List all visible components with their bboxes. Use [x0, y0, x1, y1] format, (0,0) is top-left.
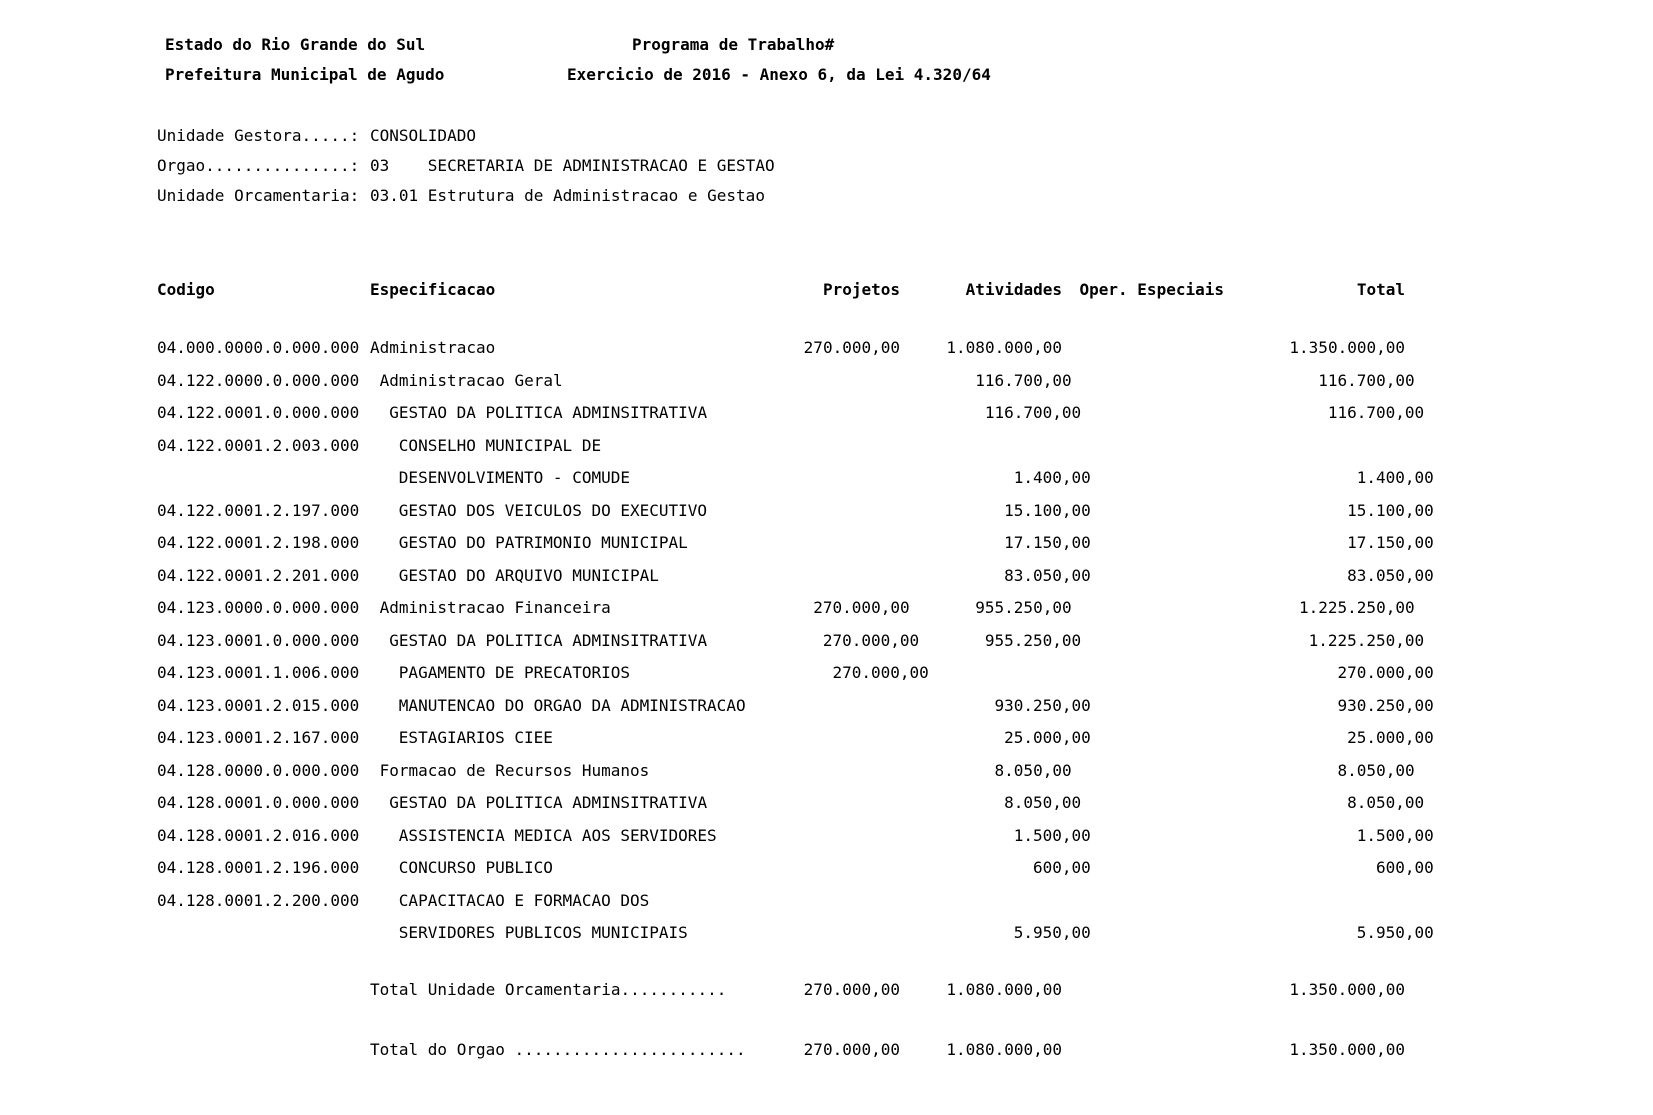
code-cell: 04.122.0000.0.000.000 — [157, 370, 360, 390]
code-cell: 04.128.0001.2.196.000 — [157, 858, 360, 878]
spec-cell: ESTAGIARIOS CIEE — [398, 728, 553, 748]
atividades-cell: 955.250,00 — [984, 630, 1082, 650]
spec-cell: Administracao — [370, 338, 496, 358]
atividades-cell: 17.150,00 — [1004, 533, 1091, 553]
atividades-cell: 1.400,00 — [1013, 468, 1091, 488]
atividades-cell: 1.080.000,00 — [946, 980, 1062, 999]
total-cell: 1.350.000,00 — [1289, 338, 1405, 358]
spec-cell: CONSELHO MUNICIPAL DE — [398, 435, 602, 455]
atividades-cell: 15.100,00 — [1004, 500, 1091, 520]
atividades-cell: 25.000,00 — [1004, 728, 1091, 748]
column-header-especificacao: Especificacao — [370, 280, 496, 299]
table-row — [157, 495, 1434, 528]
atividades-cell: 1.080.000,00 — [946, 1040, 1062, 1059]
spec-cell: CONCURSO PUBLICO — [398, 858, 553, 878]
spec-cell: CAPACITACAO E FORMACAO DOS — [398, 890, 650, 910]
spec-cell: SERVIDORES PUBLICOS MUNICIPAIS — [398, 923, 688, 943]
total-cell: 1.500,00 — [1356, 825, 1434, 845]
code-cell: 04.128.0001.2.200.000 — [157, 890, 360, 910]
code-cell: 04.123.0001.1.006.000 — [157, 663, 360, 683]
column-header-codigo: Codigo — [157, 280, 215, 299]
code-cell: 04.123.0001.2.015.000 — [157, 695, 360, 715]
atividades-cell: 955.250,00 — [975, 598, 1072, 618]
column-header-total: Total — [1356, 280, 1405, 299]
header-city-line: Prefeitura Municipal de Agudo — [165, 65, 445, 84]
table-row — [157, 365, 1415, 398]
code-cell: 04.128.0000.0.000.000 — [157, 760, 360, 780]
table-row — [157, 755, 1415, 788]
info-value-unidade-gestora: CONSOLIDADO — [370, 126, 476, 145]
info-label-unidade-orcamentaria: Unidade Orcamentaria: — [157, 186, 360, 205]
table-row — [157, 690, 1434, 723]
total-cell: 1.350.000,00 — [1289, 980, 1405, 999]
projetos-cell: 270.000,00 — [803, 338, 900, 358]
spec-cell: Administracao Geral — [379, 370, 563, 390]
total-label-cell: Total Unidade Orcamentaria........... — [370, 980, 727, 999]
code-cell: 04.128.0001.0.000.000 — [157, 793, 360, 813]
info-value-unidade-orcamentaria: 03.01 Estrutura de Administracao e Gestao — [370, 186, 765, 205]
code-cell: 04.123.0001.2.167.000 — [157, 728, 360, 748]
total-cell: 1.225.250,00 — [1299, 598, 1415, 618]
info-value-orgao: 03 SECRETARIA DE ADMINISTRACAO E GESTAO — [370, 156, 775, 175]
table-row — [157, 657, 1434, 690]
atividades-cell: 600,00 — [1033, 858, 1091, 878]
column-header-atividades: Atividades — [965, 280, 1062, 299]
spec-cell: GESTAO DOS VEICULOS DO EXECUTIVO — [398, 500, 708, 520]
atividades-cell: 8.050,00 — [994, 760, 1072, 780]
table-header-row — [157, 274, 1405, 306]
info-label-unidade-gestora: Unidade Gestora.....: — [157, 126, 360, 145]
atividades-cell: 1.080.000,00 — [946, 338, 1062, 358]
table-row — [157, 592, 1415, 625]
projetos-cell: 270.000,00 — [822, 630, 920, 650]
code-cell: 04.123.0001.0.000.000 — [157, 630, 360, 650]
table-body — [157, 332, 1434, 950]
code-cell: 04.122.0001.2.003.000 — [157, 435, 360, 455]
table-row — [157, 722, 1434, 755]
table-row — [157, 430, 1405, 463]
column-header-oper-especiais: Oper. Especiais — [1079, 280, 1224, 299]
table-row — [157, 332, 1405, 365]
total-cell: 8.050,00 — [1337, 760, 1415, 780]
report-title: Programa de Trabalho# — [632, 35, 835, 54]
spec-cell: MANUTENCAO DO ORGAO DA ADMINISTRACAO — [398, 695, 746, 715]
spec-cell: Administracao Financeira — [379, 598, 611, 618]
atividades-cell: 116.700,00 — [984, 403, 1082, 423]
code-cell: 04.128.0001.2.016.000 — [157, 825, 360, 845]
info-label-orgao: Orgao...............: — [157, 156, 360, 175]
atividades-cell: 930.250,00 — [994, 695, 1091, 715]
total-cell: 83.050,00 — [1347, 565, 1434, 585]
total-cell: 930.250,00 — [1337, 695, 1434, 715]
total-unidade-orcamentaria-row — [157, 974, 1405, 1006]
table-row — [157, 787, 1425, 820]
column-header-projetos: Projetos — [822, 280, 900, 299]
spec-cell: Formacao de Recursos Humanos — [379, 760, 650, 780]
spec-cell: GESTAO DA POLITICA ADMINSITRATIVA — [389, 793, 708, 813]
total-do-orgao-row — [157, 1034, 1405, 1066]
projetos-cell: 270.000,00 — [813, 598, 910, 618]
spec-cell: GESTAO DA POLITICA ADMINSITRATIVA — [389, 630, 708, 650]
code-cell: 04.122.0001.2.197.000 — [157, 500, 360, 520]
total-cell: 1.225.250,00 — [1308, 630, 1425, 650]
spec-cell: DESENVOLVIMENTO - COMUDE — [398, 468, 630, 488]
code-cell: 04.122.0001.2.198.000 — [157, 533, 360, 553]
total-cell: 116.700,00 — [1327, 403, 1425, 423]
total-cell: 1.400,00 — [1356, 468, 1434, 488]
atividades-cell: 8.050,00 — [1004, 793, 1082, 813]
spec-cell: PAGAMENTO DE PRECATORIOS — [398, 663, 630, 683]
code-cell: 04.122.0001.0.000.000 — [157, 403, 360, 423]
table-row — [157, 462, 1434, 495]
total-cell: 15.100,00 — [1347, 500, 1434, 520]
total-cell: 116.700,00 — [1318, 370, 1415, 390]
code-cell: 04.122.0001.2.201.000 — [157, 565, 360, 585]
table-row — [157, 625, 1425, 658]
spec-cell: GESTAO DA POLITICA ADMINSITRATIVA — [389, 403, 708, 423]
total-cell: 25.000,00 — [1347, 728, 1434, 748]
atividades-cell: 1.500,00 — [1013, 825, 1091, 845]
code-cell: 04.123.0000.0.000.000 — [157, 598, 360, 618]
table-row — [157, 397, 1425, 430]
projetos-cell: 270.000,00 — [832, 663, 929, 683]
total-label-cell: Total do Orgao ........................ — [370, 1040, 746, 1059]
table-row — [157, 852, 1434, 885]
code-cell: 04.000.0000.0.000.000 — [157, 338, 360, 358]
table-row — [157, 885, 1405, 918]
atividades-cell: 5.950,00 — [1013, 923, 1091, 943]
report-subtitle: Exercicio de 2016 - Anexo 6, da Lei 4.320/64 — [567, 65, 991, 84]
total-cell: 5.950,00 — [1356, 923, 1434, 943]
total-cell: 1.350.000,00 — [1289, 1040, 1405, 1059]
table-row — [157, 527, 1434, 560]
total-cell: 270.000,00 — [1337, 663, 1434, 683]
spec-cell: GESTAO DO ARQUIVO MUNICIPAL — [398, 565, 659, 585]
total-cell: 8.050,00 — [1347, 793, 1425, 813]
atividades-cell: 83.050,00 — [1004, 565, 1091, 585]
total-cell: 17.150,00 — [1347, 533, 1434, 553]
table-row — [157, 560, 1434, 593]
header-state-line: Estado do Rio Grande do Sul — [165, 35, 426, 54]
spec-cell: ASSISTENCIA MEDICA AOS SERVIDORES — [398, 825, 717, 845]
total-cell: 600,00 — [1376, 858, 1434, 878]
table-row — [157, 917, 1434, 950]
atividades-cell: 116.700,00 — [975, 370, 1072, 390]
spec-cell: GESTAO DO PATRIMONIO MUNICIPAL — [398, 533, 688, 553]
projetos-cell: 270.000,00 — [803, 1040, 900, 1059]
table-row — [157, 820, 1434, 853]
projetos-cell: 270.000,00 — [803, 980, 900, 999]
